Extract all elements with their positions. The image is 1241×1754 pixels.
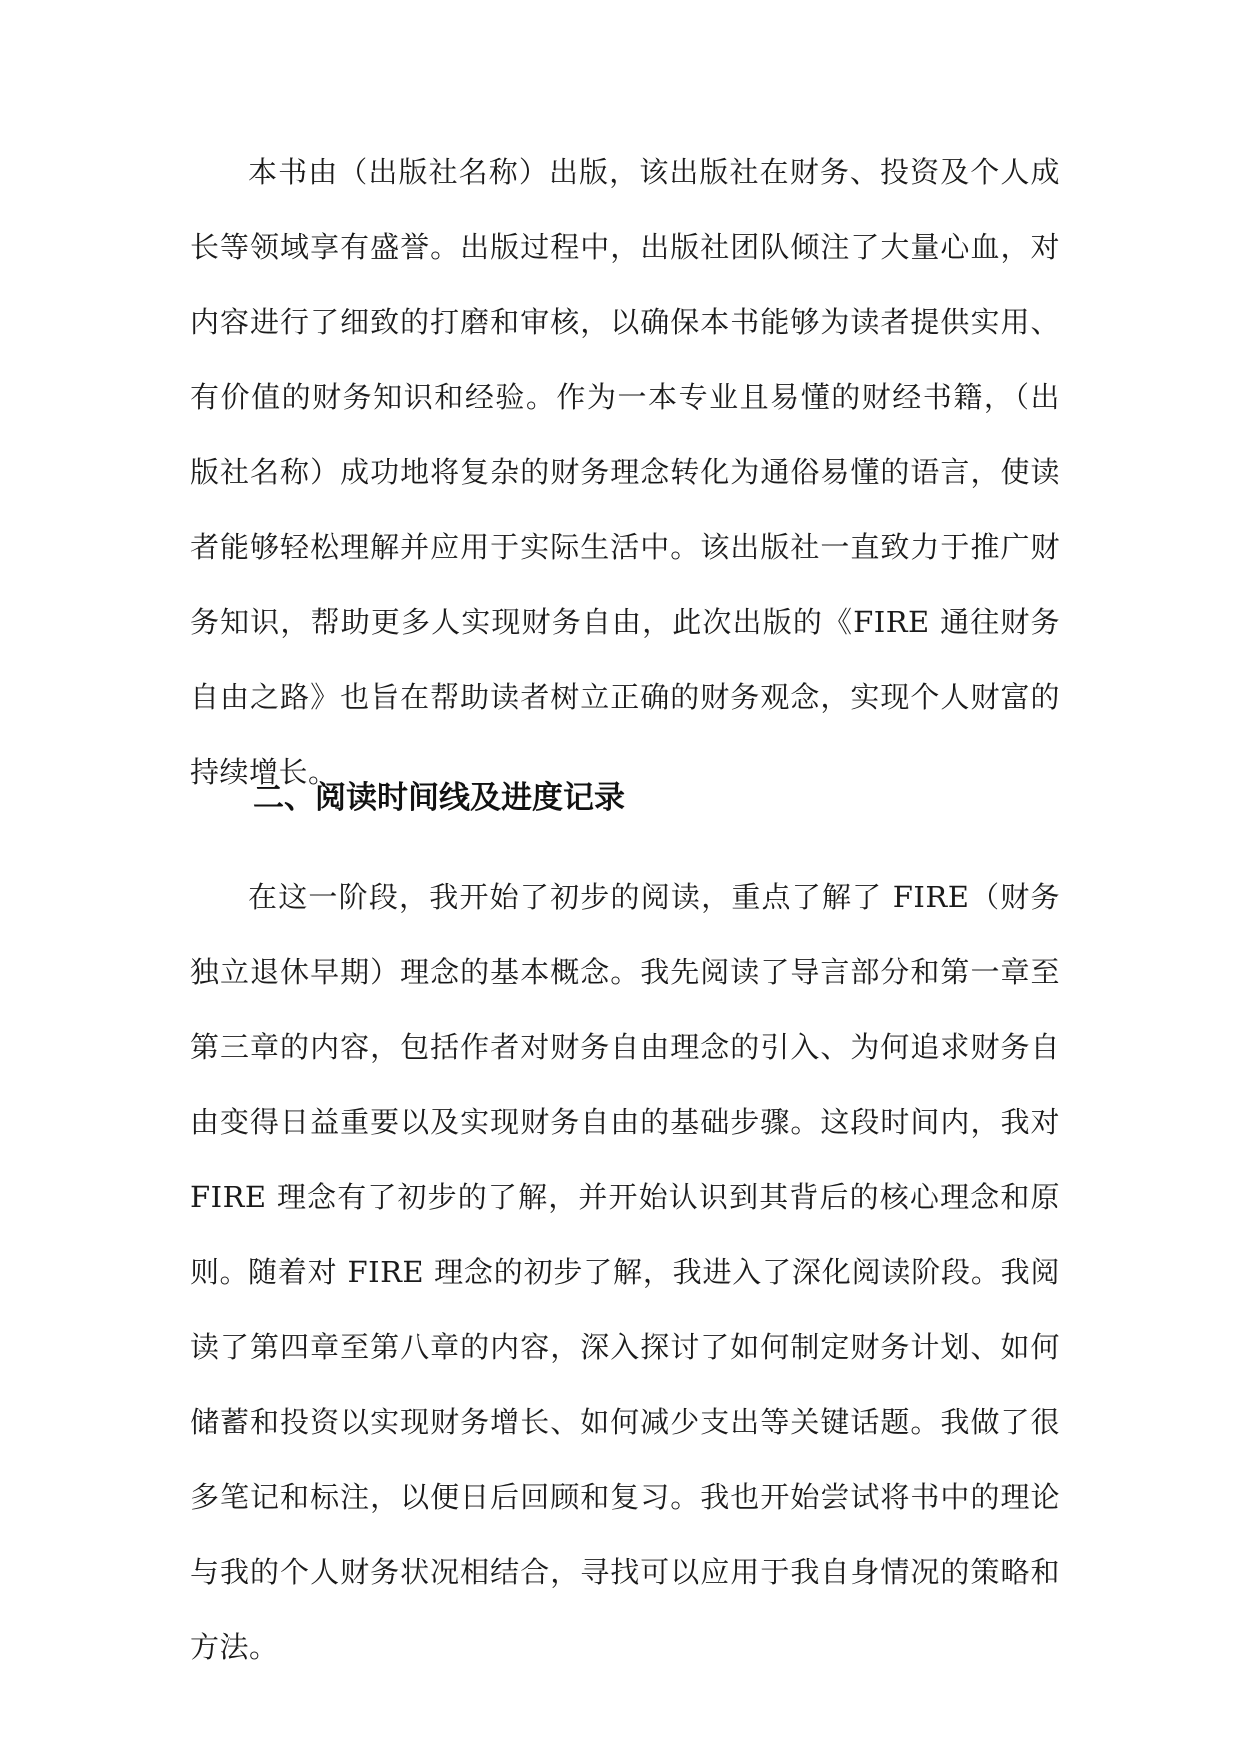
body-paragraph-initial-reading: 在这一阶段，我开始了初步的阅读，重点了解了 FIRE（财务独立退休早期）理念的基本概念。我先阅读了导言部分和第一章至第三章的内容，包括作者对财务自由理念的引入、为何追求财务自由变得日益重要以及实现财务自由的基础步骤。这段时间内，我对 FIRE 理念有了初步的了解，并开始认识到其背后的核心理念和原则。: [190, 880, 1060, 1289]
body-paragraph-publisher: 本书由（出版社名称）出版，该出版社在财务、投资及个人成长等领域享有盛誉。出版过程中，出版社团队倾注了大量心血，对内容进行了细致的打磨和审核，以确保本书能够为读者提供实用、有价值的财务知识和经验。作为一本专业且易懂的财经书籍，（出版社名称）成功地将复杂的财务理念转化为通俗易懂的语言，使读者能够轻松理解并应用于实际生活中。该出版社一直致力于推广财务知识，帮助更多人实现财务自由，此次出版的《FIRE 通往财务自由之路》也旨在帮助读者树立正确的财务观念，实现个人财富的持续增长。: [190, 155, 1060, 789]
section-heading-reading-timeline: 二、阅读时间线及进度记录: [253, 780, 625, 816]
body-paragraph-deep-reading: 随着对 FIRE 理念的初步了解，我进入了深化阅读阶段。我阅读了第四章至第八章的内容，深入探讨了如何制定财务计划、如何储蓄和投资以实现财务增长、如何减少支出等关键话题。我做了很多笔记和标注，以便日后回顾和复习。我也开始尝试将书中的理论与我的个人财务状况相结合，寻找可以应用于我自身情况的策略和方法。: [190, 1255, 1060, 1664]
